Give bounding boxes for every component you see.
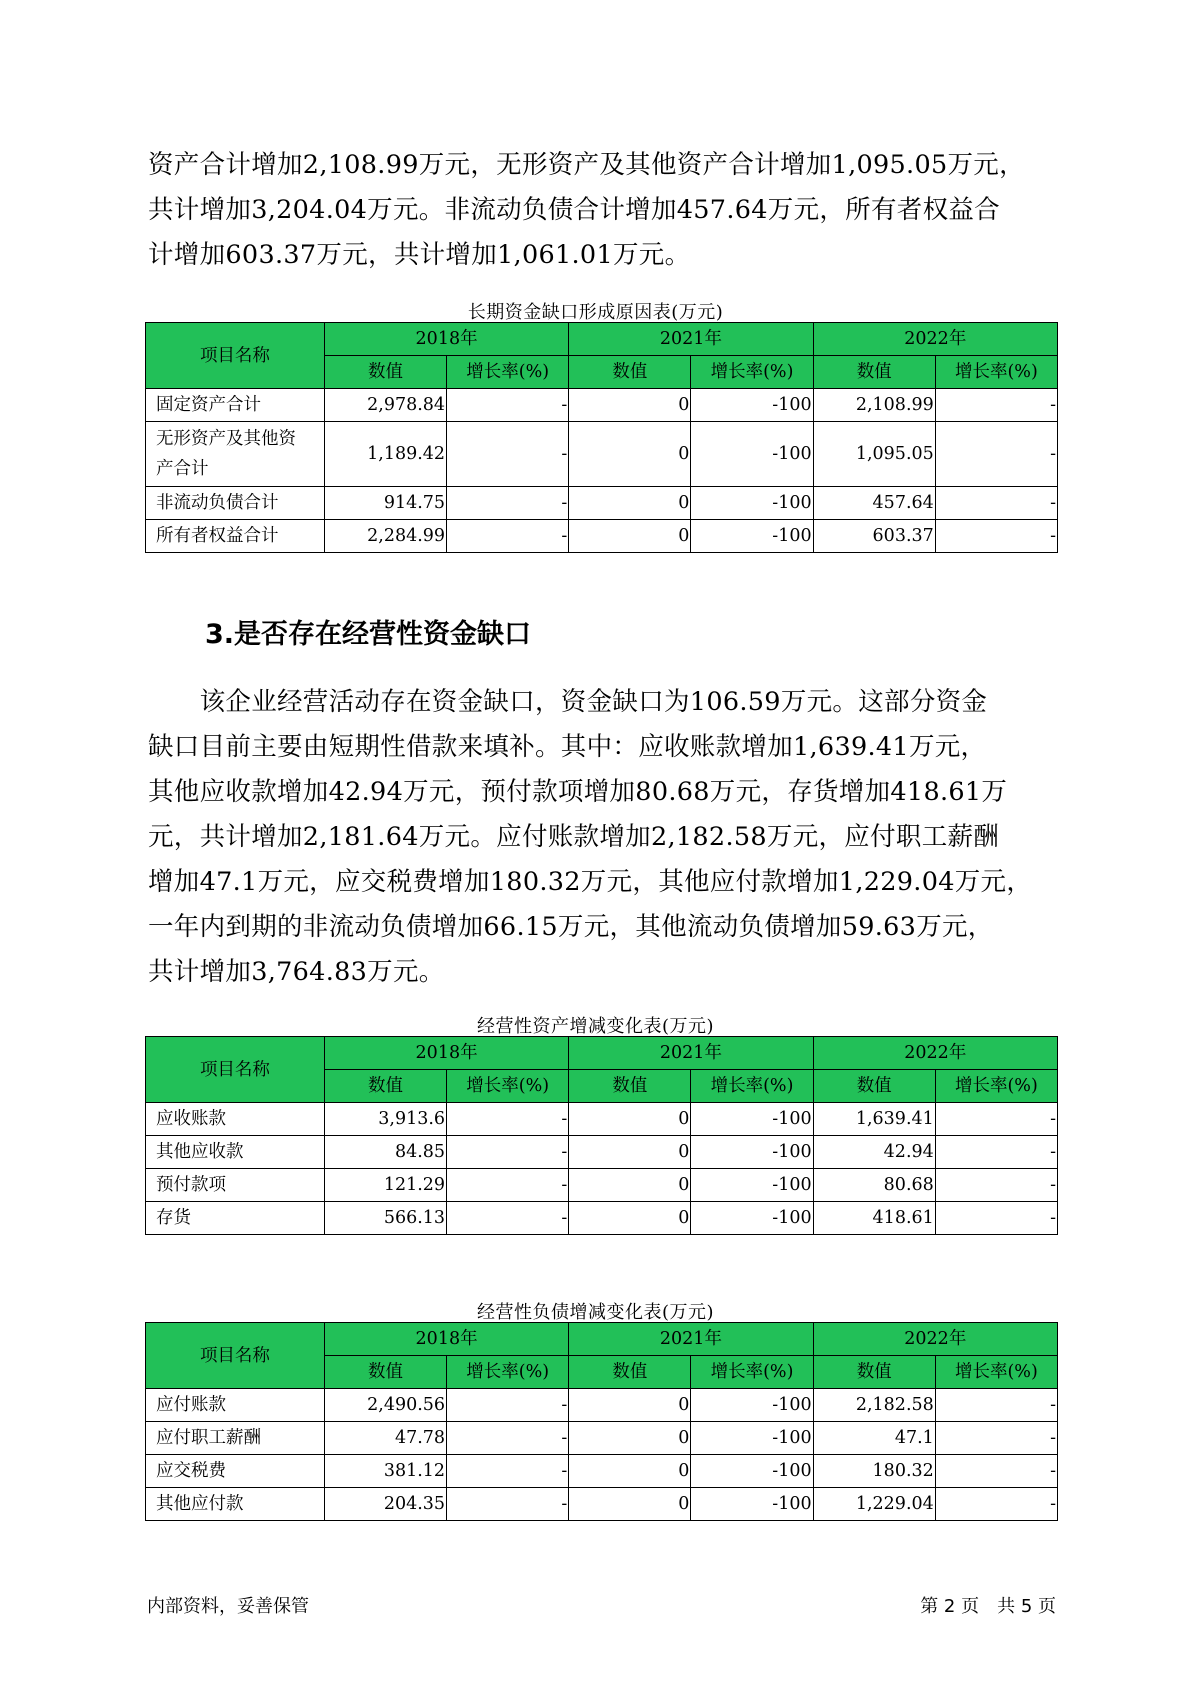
header-item-name: 项目名称 [146,1037,325,1103]
cell: - [447,1389,569,1422]
cell: 47.78 [324,1422,446,1455]
text-line: 缺口目前主要由短期性借款来填补。其中：应收账款增加1,639.41万元， [148,732,987,762]
cell: - [935,1136,1057,1169]
header-year: 2018年 [324,1037,568,1070]
row-name: 其他应收款 [146,1136,325,1169]
header-growth: 增长率(%) [691,1070,813,1103]
cell: 0 [569,1422,691,1455]
section-heading: 3.是否存在经营性资金缺口 [205,619,532,650]
cell: 121.29 [324,1169,446,1202]
cell: 457.64 [813,487,935,520]
header-growth: 增长率(%) [935,356,1057,389]
cell: -100 [691,1389,813,1422]
operating-assets-table [145,1036,1058,1235]
text-line: 资产合计增加2,108.99万元，无形资产及其他资产合计增加1,095.05万元， [148,150,1025,180]
cell: - [935,1488,1057,1521]
page-number: 第 2 页 共 5 页 [920,1596,1056,1617]
cell: 0 [569,520,691,553]
row-name: 应收账款 [146,1103,325,1136]
cell: 2,108.99 [813,389,935,422]
cell: 42.94 [813,1136,935,1169]
long-term-gap-table [145,322,1058,553]
text-line: 计增加603.37万元，共计增加1,061.01万元。 [148,240,691,270]
cell: - [935,1202,1057,1235]
cell: -100 [691,1202,813,1235]
header-growth: 增长率(%) [447,1356,569,1389]
header-value: 数值 [813,1356,935,1389]
cell: 3,913.6 [324,1103,446,1136]
cell: 1,189.42 [324,422,446,487]
table-row [146,1136,1058,1169]
cell: 80.68 [813,1169,935,1202]
row-name-line: 无形资产及其他资 [156,429,296,449]
header-growth: 增长率(%) [447,356,569,389]
cell: 0 [569,389,691,422]
cell: 0 [569,422,691,487]
cell: -100 [691,1169,813,1202]
intro-paragraph [148,143,1048,278]
cell: -100 [691,487,813,520]
cell: -100 [691,1455,813,1488]
cell: - [935,1455,1057,1488]
header-value: 数值 [324,356,446,389]
cell: 0 [569,1202,691,1235]
text-line: 其他应收款增加42.94万元，预付款项增加80.68万元，存货增加418.61万 [148,777,1008,807]
table-caption: 经营性资产增减变化表(万元) [476,1016,715,1037]
row-name: 固定资产合计 [146,389,325,422]
row-name: 应付账款 [146,1389,325,1422]
cell: - [935,1389,1057,1422]
header-growth: 增长率(%) [447,1070,569,1103]
cell: 418.61 [813,1202,935,1235]
table-row [146,1103,1058,1136]
header-year: 2022年 [813,323,1057,356]
cell: 603.37 [813,520,935,553]
cell: - [447,1202,569,1235]
cell: - [935,1169,1057,1202]
footer-left: 内部资料，妥善保管 [147,1596,309,1617]
table-row [146,1488,1058,1521]
table-row [146,1169,1058,1202]
cell: 1,639.41 [813,1103,935,1136]
row-name: 所有者权益合计 [146,520,325,553]
row-name: 其他应付款 [146,1488,325,1521]
cell: - [447,1422,569,1455]
header-item-name: 项目名称 [146,1323,325,1389]
header-item-name: 项目名称 [146,323,325,389]
header-value: 数值 [813,1070,935,1103]
row-name: 应付职工薪酬 [146,1422,325,1455]
table-row [146,520,1058,553]
header-growth: 增长率(%) [691,1356,813,1389]
table-row [146,389,1058,422]
table-row [146,487,1058,520]
header-year: 2021年 [569,1037,813,1070]
header-growth: 增长率(%) [935,1356,1057,1389]
cell: 47.1 [813,1422,935,1455]
header-year: 2021年 [569,1323,813,1356]
cell: - [447,1136,569,1169]
row-name: 预付款项 [146,1169,325,1202]
cell: - [935,487,1057,520]
header-value: 数值 [569,356,691,389]
cell: 1,229.04 [813,1488,935,1521]
cell: 0 [569,1136,691,1169]
row-name-line: 产合计 [156,459,209,479]
cell: 0 [569,1488,691,1521]
table-row [146,422,1058,487]
header-year: 2018年 [324,323,568,356]
cell: - [935,1422,1057,1455]
header-year: 2022年 [813,1323,1057,1356]
table-row [146,1422,1058,1455]
cell: - [447,1488,569,1521]
cell: 0 [569,1455,691,1488]
cell: 2,490.56 [324,1389,446,1422]
table-row [146,1389,1058,1422]
cell: 0 [569,1103,691,1136]
cell: 381.12 [324,1455,446,1488]
cell: -100 [691,389,813,422]
header-value: 数值 [569,1070,691,1103]
text-line: 该企业经营活动存在资金缺口，资金缺口为106.59万元。这部分资金 [148,687,988,717]
cell: -100 [691,1488,813,1521]
text-line: 一年内到期的非流动负债增加66.15万元，其他流动负债增加59.63万元， [148,912,994,942]
cell: - [447,389,569,422]
header-growth: 增长率(%) [935,1070,1057,1103]
row-name [146,422,325,487]
cell: - [935,520,1057,553]
cell: 204.35 [324,1488,446,1521]
text-line: 共计增加3,764.83万元。 [148,957,445,987]
row-name: 非流动负债合计 [146,487,325,520]
cell: -100 [691,1103,813,1136]
text-line: 共计增加3,204.04万元。非流动负债合计增加457.64万元，所有者权益合 [148,195,1000,225]
header-year: 2018年 [324,1323,568,1356]
cell: - [447,1103,569,1136]
body-paragraph [148,680,1048,995]
cell: 566.13 [324,1202,446,1235]
cell: -100 [691,1422,813,1455]
cell: 0 [569,1169,691,1202]
header-value: 数值 [324,1070,446,1103]
cell: - [447,487,569,520]
operating-liabilities-table [145,1322,1058,1521]
cell: - [447,1169,569,1202]
cell: 2,284.99 [324,520,446,553]
cell: - [447,520,569,553]
table-row [146,1202,1058,1235]
cell: - [935,389,1057,422]
cell: -100 [691,422,813,487]
text-line: 元，共计增加2,181.64万元。应付账款增加2,182.58万元，应付职工薪酬 [148,822,1000,852]
header-year: 2021年 [569,323,813,356]
cell: -100 [691,520,813,553]
cell: 2,978.84 [324,389,446,422]
cell: 0 [569,1389,691,1422]
row-name: 应交税费 [146,1455,325,1488]
header-growth: 增长率(%) [691,356,813,389]
cell: 2,182.58 [813,1389,935,1422]
cell: - [447,422,569,487]
cell: 180.32 [813,1455,935,1488]
header-year: 2022年 [813,1037,1057,1070]
cell: -100 [691,1136,813,1169]
table-caption: 长期资金缺口形成原因表(万元) [467,302,724,323]
cell: - [935,422,1057,487]
cell: 0 [569,487,691,520]
table-caption: 经营性负债增减变化表(万元) [476,1302,715,1323]
row-name: 存货 [146,1202,325,1235]
header-value: 数值 [569,1356,691,1389]
header-value: 数值 [813,356,935,389]
cell: 1,095.05 [813,422,935,487]
cell: - [447,1455,569,1488]
cell: 914.75 [324,487,446,520]
cell: 84.85 [324,1136,446,1169]
cell: - [935,1103,1057,1136]
header-value: 数值 [324,1356,446,1389]
table-row [146,1455,1058,1488]
text-line: 增加47.1万元，应交税费增加180.32万元，其他应付款增加1,229.04万元， [148,867,1033,897]
